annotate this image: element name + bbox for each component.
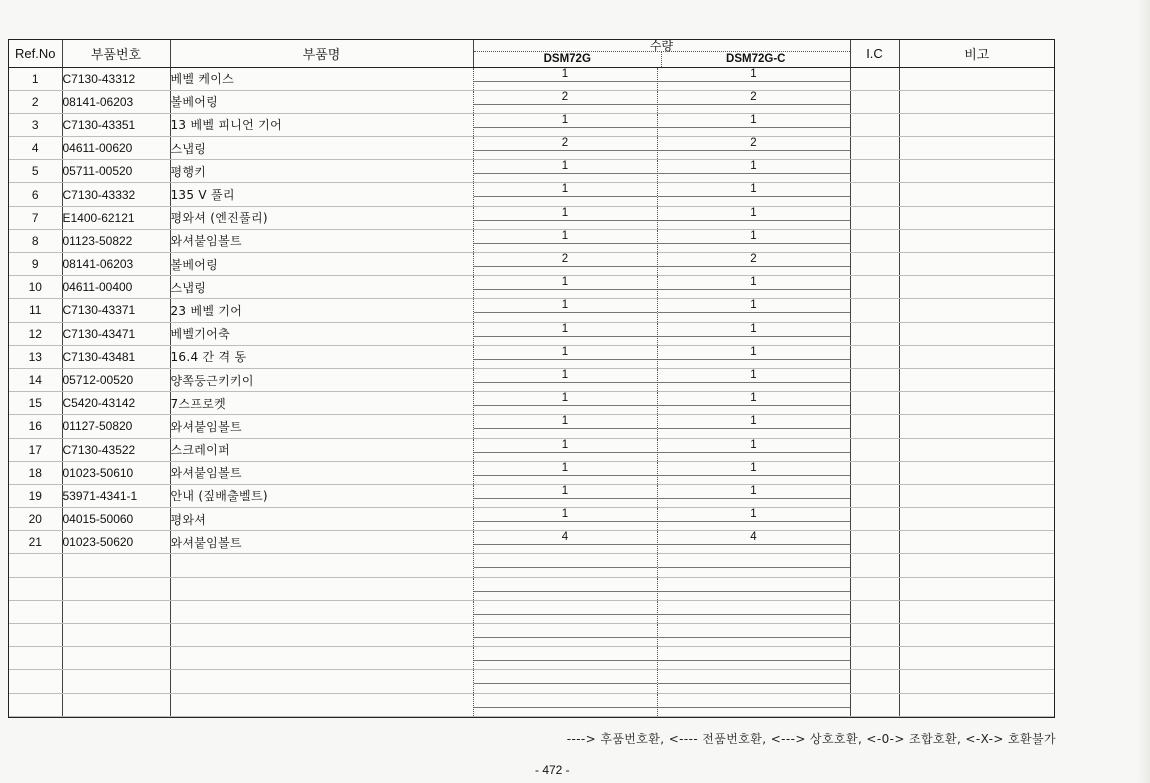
- cell-remarks: [899, 415, 1054, 438]
- cell-part-name: [170, 624, 473, 647]
- cell-part-name: [170, 577, 473, 600]
- cell-ref-no: 7: [9, 206, 62, 229]
- cell-qty-model-b: 1: [657, 392, 850, 415]
- cell-qty-model-a: 1: [473, 484, 657, 507]
- cell-remarks: [899, 206, 1054, 229]
- cell-qty-model-b: 1: [657, 183, 850, 206]
- cell-qty-model-b: [657, 693, 850, 716]
- cell-ref-no: 14: [9, 368, 62, 391]
- cell-ref-no: 8: [9, 229, 62, 252]
- cell-remarks: [899, 253, 1054, 276]
- cell-part-name: 베벨기어축: [170, 322, 473, 345]
- cell-remarks: [899, 183, 1054, 206]
- cell-qty-model-b: 2: [657, 90, 850, 113]
- cell-part-name: 스크레이퍼: [170, 438, 473, 461]
- cell-ref-no: 3: [9, 113, 62, 136]
- table-row: [9, 229, 1054, 252]
- cell-ref-no: 12: [9, 322, 62, 345]
- cell-part-name: 135 V 풀리: [170, 183, 473, 206]
- cell-part-name: 와셔붙임볼트: [170, 415, 473, 438]
- cell-remarks: [899, 647, 1054, 670]
- header-part-no: 부품번호: [62, 40, 170, 67]
- table-row: [9, 368, 1054, 391]
- cell-qty-model-a: 1: [473, 67, 657, 90]
- cell-remarks: [899, 67, 1054, 90]
- cell-ref-no: 2: [9, 90, 62, 113]
- table-row: [9, 577, 1054, 600]
- table-row: [9, 554, 1054, 577]
- cell-ic: [850, 206, 899, 229]
- cell-part-no: C7130-43471: [62, 322, 170, 345]
- cell-ref-no: 11: [9, 299, 62, 322]
- table-row: [9, 670, 1054, 693]
- cell-ref-no: [9, 554, 62, 577]
- cell-ic: [850, 600, 899, 623]
- cell-part-name: 스냅링: [170, 137, 473, 160]
- cell-ref-no: 18: [9, 461, 62, 484]
- cell-ic: [850, 461, 899, 484]
- cell-qty-model-a: 1: [473, 415, 657, 438]
- table-row: [9, 624, 1054, 647]
- table-row: [9, 392, 1054, 415]
- cell-ref-no: [9, 647, 62, 670]
- cell-part-name: 볼베어링: [170, 253, 473, 276]
- table-row: [9, 90, 1054, 113]
- table-row: [9, 253, 1054, 276]
- cell-ref-no: [9, 670, 62, 693]
- cell-part-no: 04611-00620: [62, 137, 170, 160]
- cell-ref-no: 19: [9, 484, 62, 507]
- cell-qty-model-b: [657, 670, 850, 693]
- header-quantity: 수량: [649, 40, 674, 53]
- cell-ref-no: 10: [9, 276, 62, 299]
- cell-ic: [850, 183, 899, 206]
- cell-qty-model-b: [657, 600, 850, 623]
- cell-qty-model-a: 1: [473, 299, 657, 322]
- header-model-a: DSM72G: [474, 52, 663, 67]
- table-row: [9, 322, 1054, 345]
- cell-part-no: [62, 670, 170, 693]
- cell-ref-no: 13: [9, 345, 62, 368]
- cell-ref-no: [9, 600, 62, 623]
- cell-part-no: 04015-50060: [62, 508, 170, 531]
- cell-ref-no: [9, 624, 62, 647]
- cell-qty-model-a: [473, 577, 657, 600]
- cell-part-name: 7스프로켓: [170, 392, 473, 415]
- cell-ic: [850, 670, 899, 693]
- cell-ic: [850, 253, 899, 276]
- cell-qty-model-b: 2: [657, 253, 850, 276]
- cell-part-no: [62, 624, 170, 647]
- table-row: [9, 484, 1054, 507]
- header-part-name: 부품명: [170, 40, 473, 67]
- cell-qty-model-b: 1: [657, 113, 850, 136]
- cell-qty-model-a: 4: [473, 531, 657, 554]
- header-ref-no: Ref.No: [9, 40, 62, 67]
- cell-part-no: 01023-50620: [62, 531, 170, 554]
- cell-qty-model-a: [473, 647, 657, 670]
- scan-edge-shadow: [1138, 0, 1150, 783]
- cell-ic: [850, 577, 899, 600]
- cell-ref-no: [9, 693, 62, 716]
- cell-qty-model-a: 1: [473, 206, 657, 229]
- cell-qty-model-a: [473, 554, 657, 577]
- cell-part-no: C7130-43312: [62, 67, 170, 90]
- parts-table: [9, 40, 1054, 717]
- cell-ref-no: 15: [9, 392, 62, 415]
- cell-qty-model-a: 1: [473, 322, 657, 345]
- cell-qty-model-b: 1: [657, 508, 850, 531]
- cell-part-no: 53971-4341-1: [62, 484, 170, 507]
- cell-qty-model-a: 1: [473, 438, 657, 461]
- cell-qty-model-b: 1: [657, 415, 850, 438]
- cell-part-name: 평와셔 (엔진풀리): [170, 206, 473, 229]
- cell-qty-model-a: 2: [473, 137, 657, 160]
- table-row: [9, 508, 1054, 531]
- cell-part-name: 23 베벨 기어: [170, 299, 473, 322]
- cell-qty-model-b: 1: [657, 438, 850, 461]
- cell-qty-model-b: 1: [657, 67, 850, 90]
- cell-ic: [850, 113, 899, 136]
- cell-part-no: 08141-06203: [62, 253, 170, 276]
- header-model-row: [474, 51, 850, 67]
- cell-part-name: 와셔붙임볼트: [170, 229, 473, 252]
- cell-ic: [850, 392, 899, 415]
- cell-remarks: [899, 322, 1054, 345]
- cell-remarks: [899, 392, 1054, 415]
- cell-ref-no: 9: [9, 253, 62, 276]
- cell-part-name: 스냅링: [170, 276, 473, 299]
- parts-table-body: [9, 67, 1054, 716]
- cell-remarks: [899, 461, 1054, 484]
- cell-part-no: E1400-62121: [62, 206, 170, 229]
- cell-ref-no: 4: [9, 137, 62, 160]
- table-row: [9, 438, 1054, 461]
- cell-part-name: 13 베벨 피니언 기어: [170, 113, 473, 136]
- table-row: [9, 299, 1054, 322]
- cell-part-no: 05712-00520: [62, 368, 170, 391]
- cell-remarks: [899, 438, 1054, 461]
- cell-part-name: 평행키: [170, 160, 473, 183]
- cell-part-name: 안내 (짚배출벨트): [170, 484, 473, 507]
- table-row: [9, 461, 1054, 484]
- cell-part-name: [170, 554, 473, 577]
- cell-part-name: 평와셔: [170, 508, 473, 531]
- cell-qty-model-a: 2: [473, 253, 657, 276]
- cell-part-no: C7130-43481: [62, 345, 170, 368]
- cell-ic: [850, 322, 899, 345]
- cell-qty-model-a: 1: [473, 508, 657, 531]
- cell-remarks: [899, 554, 1054, 577]
- cell-qty-model-a: 1: [473, 276, 657, 299]
- cell-part-no: [62, 577, 170, 600]
- cell-qty-model-b: 1: [657, 206, 850, 229]
- cell-ic: [850, 693, 899, 716]
- table-row: [9, 600, 1054, 623]
- cell-remarks: [899, 577, 1054, 600]
- cell-qty-model-a: [473, 600, 657, 623]
- table-header-row: [9, 40, 1054, 67]
- parts-list-sheet: [8, 39, 1055, 718]
- header-model-b: DSM72G-C: [726, 52, 786, 65]
- table-row: [9, 137, 1054, 160]
- cell-qty-model-b: 4: [657, 531, 850, 554]
- cell-qty-model-b: 1: [657, 160, 850, 183]
- cell-part-no: C7130-43332: [62, 183, 170, 206]
- cell-ref-no: 5: [9, 160, 62, 183]
- table-row: [9, 693, 1054, 716]
- cell-part-no: C5420-43142: [62, 392, 170, 415]
- cell-part-name: [170, 600, 473, 623]
- cell-remarks: [899, 484, 1054, 507]
- cell-qty-model-a: 1: [473, 461, 657, 484]
- cell-remarks: [899, 137, 1054, 160]
- cell-qty-model-a: [473, 670, 657, 693]
- cell-part-no: 04611-00400: [62, 276, 170, 299]
- cell-remarks: [899, 229, 1054, 252]
- cell-part-no: C7130-43522: [62, 438, 170, 461]
- table-row: [9, 67, 1054, 90]
- cell-remarks: [899, 160, 1054, 183]
- cell-qty-model-b: 1: [657, 299, 850, 322]
- cell-ic: [850, 554, 899, 577]
- cell-ic: [850, 624, 899, 647]
- page-number: - 472 -: [535, 763, 570, 777]
- cell-ic: [850, 531, 899, 554]
- cell-qty-model-a: 1: [473, 368, 657, 391]
- cell-part-no: C7130-43371: [62, 299, 170, 322]
- cell-part-no: [62, 554, 170, 577]
- cell-remarks: [899, 276, 1054, 299]
- cell-part-no: 01127-50820: [62, 415, 170, 438]
- cell-qty-model-a: 1: [473, 345, 657, 368]
- header-remarks: 비고: [899, 40, 1054, 67]
- cell-ic: [850, 368, 899, 391]
- cell-qty-model-b: 1: [657, 368, 850, 391]
- cell-ic: [850, 90, 899, 113]
- cell-ref-no: 21: [9, 531, 62, 554]
- cell-part-no: 05711-00520: [62, 160, 170, 183]
- table-row: [9, 415, 1054, 438]
- cell-remarks: [899, 693, 1054, 716]
- table-row: [9, 531, 1054, 554]
- cell-qty-model-b: 1: [657, 322, 850, 345]
- cell-part-name: [170, 647, 473, 670]
- cell-remarks: [899, 670, 1054, 693]
- cell-part-no: 01023-50610: [62, 461, 170, 484]
- cell-ic: [850, 137, 899, 160]
- table-row: [9, 647, 1054, 670]
- table-row: [9, 206, 1054, 229]
- cell-part-name: 16.4 간 격 동: [170, 345, 473, 368]
- cell-qty-model-a: 1: [473, 229, 657, 252]
- cell-qty-model-b: 1: [657, 484, 850, 507]
- cell-qty-model-a: [473, 624, 657, 647]
- compatibility-legend: ----> 후품번호환, <---- 전품번호환, <---> 상호호환, <-0-> 조합호환, <-X-> 호환불가: [566, 732, 1056, 746]
- cell-qty-model-a: 1: [473, 392, 657, 415]
- cell-remarks: [899, 345, 1054, 368]
- cell-part-name: 와셔붙임볼트: [170, 461, 473, 484]
- header-ic: I.C: [850, 40, 899, 67]
- cell-part-name: [170, 670, 473, 693]
- table-row: [9, 276, 1054, 299]
- cell-part-no: [62, 647, 170, 670]
- cell-qty-model-b: [657, 554, 850, 577]
- cell-part-name: 양쪽둥근키키이: [170, 368, 473, 391]
- cell-ic: [850, 415, 899, 438]
- cell-part-no: 01123-50822: [62, 229, 170, 252]
- cell-remarks: [899, 299, 1054, 322]
- cell-qty-model-a: 1: [473, 183, 657, 206]
- cell-qty-model-a: 1: [473, 113, 657, 136]
- cell-part-name: 베벨 케이스: [170, 67, 473, 90]
- cell-part-no: [62, 693, 170, 716]
- cell-qty-model-b: [657, 647, 850, 670]
- cell-remarks: [899, 531, 1054, 554]
- cell-ref-no: 16: [9, 415, 62, 438]
- cell-ic: [850, 276, 899, 299]
- cell-qty-model-b: 1: [657, 345, 850, 368]
- cell-ref-no: 6: [9, 183, 62, 206]
- cell-part-no: C7130-43351: [62, 113, 170, 136]
- cell-part-no: [62, 600, 170, 623]
- cell-ic: [850, 508, 899, 531]
- cell-remarks: [899, 368, 1054, 391]
- cell-ic: [850, 345, 899, 368]
- table-row: [9, 345, 1054, 368]
- cell-qty-model-b: 1: [657, 229, 850, 252]
- cell-qty-model-b: 1: [657, 276, 850, 299]
- cell-ic: [850, 67, 899, 90]
- cell-qty-model-a: [473, 693, 657, 716]
- cell-qty-model-a: 1: [473, 160, 657, 183]
- cell-ref-no: 1: [9, 67, 62, 90]
- header-quantity-group: [473, 40, 850, 67]
- cell-ic: [850, 647, 899, 670]
- table-row: [9, 113, 1054, 136]
- cell-part-name: [170, 693, 473, 716]
- cell-remarks: [899, 624, 1054, 647]
- cell-ic: [850, 484, 899, 507]
- table-row: [9, 183, 1054, 206]
- cell-ref-no: 20: [9, 508, 62, 531]
- cell-ic: [850, 299, 899, 322]
- cell-remarks: [899, 113, 1054, 136]
- cell-ic: [850, 229, 899, 252]
- cell-qty-model-b: [657, 577, 850, 600]
- cell-part-name: 와셔붙임볼트: [170, 531, 473, 554]
- cell-part-no: 08141-06203: [62, 90, 170, 113]
- cell-ref-no: [9, 577, 62, 600]
- cell-ic: [850, 438, 899, 461]
- cell-qty-model-b: [657, 624, 850, 647]
- cell-ref-no: 17: [9, 438, 62, 461]
- table-row: [9, 160, 1054, 183]
- cell-qty-model-b: 2: [657, 137, 850, 160]
- cell-qty-model-a: 2: [473, 90, 657, 113]
- cell-remarks: [899, 508, 1054, 531]
- cell-part-name: 볼베어링: [170, 90, 473, 113]
- cell-remarks: [899, 90, 1054, 113]
- cell-qty-model-b: 1: [657, 461, 850, 484]
- cell-ic: [850, 160, 899, 183]
- cell-remarks: [899, 600, 1054, 623]
